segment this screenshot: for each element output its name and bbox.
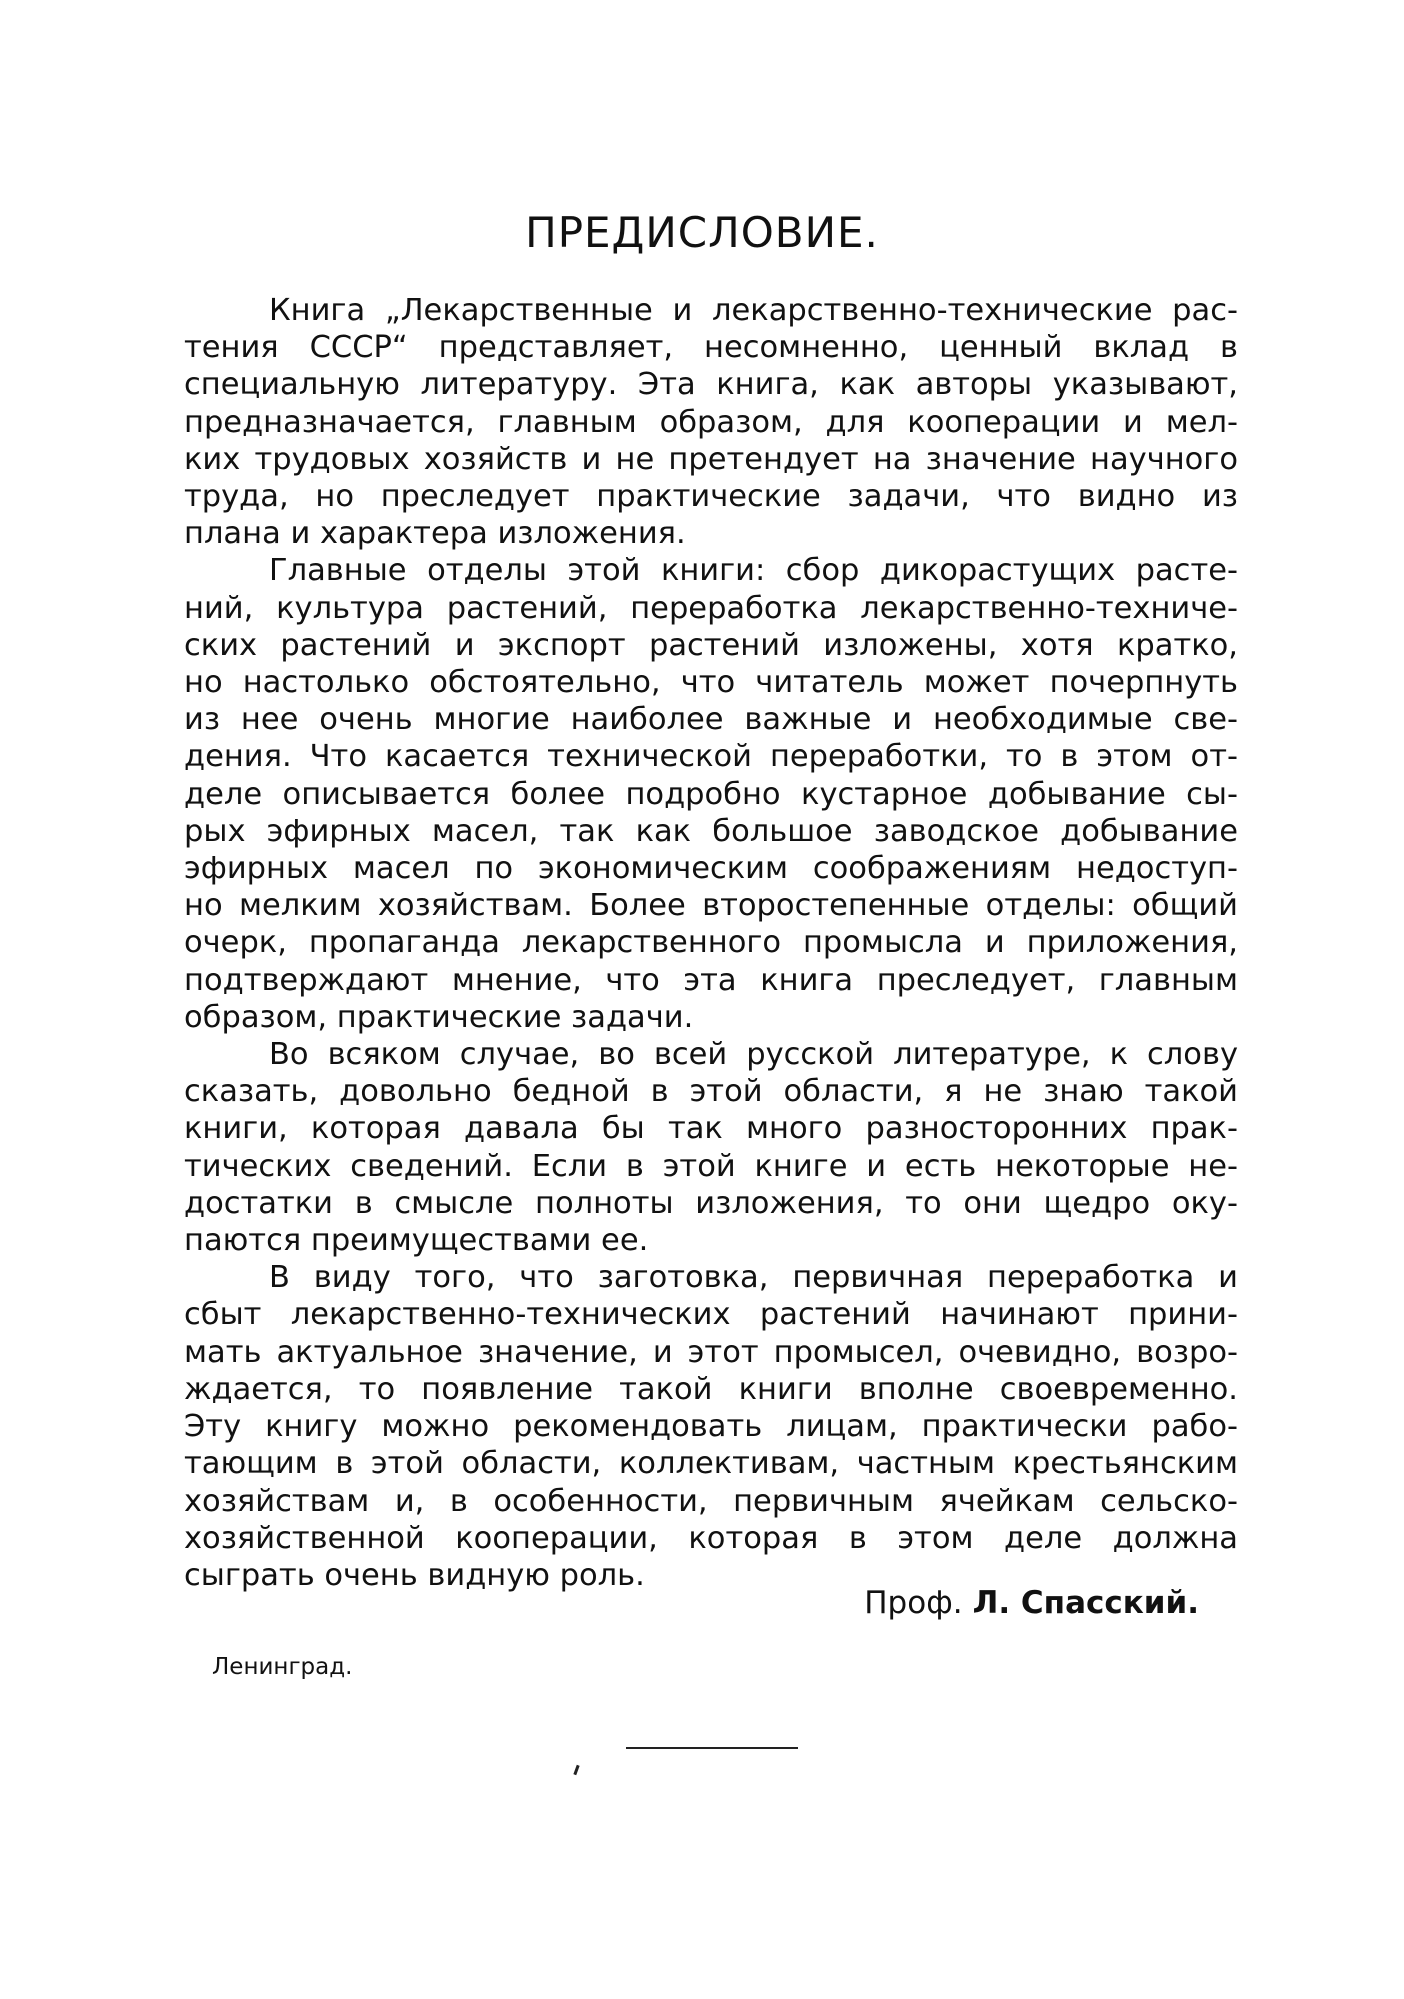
text-line: достатки в смысле полноты изложения, то они щедро оку-	[184, 1185, 1238, 1221]
text-line: плана и характера изложения.	[184, 516, 686, 552]
page-title: ПРЕДИСЛОВИЕ.	[525, 208, 879, 257]
text-line: тающим в этой области, коллективам, частным крестьянским	[184, 1446, 1238, 1482]
text-line: труда, но преследует практические задачи, что видно из	[184, 479, 1238, 515]
text-line: тических сведений. Если в этой книге и есть некоторые не-	[184, 1148, 1238, 1184]
text-line: но мелким хозяйствам. Более второстепенные отделы: общий	[184, 888, 1238, 924]
text-line: книги, которая давала бы так много разносторонних прак-	[184, 1111, 1238, 1147]
text-line: дения. Что касается технической переработки, то в этом от-	[184, 739, 1238, 775]
text-line: паются преимуществами ее.	[184, 1223, 649, 1259]
text-line: рых эфирных масел, так как большое заводское добывание	[184, 813, 1238, 849]
text-line: предназначается, главным образом, для кооперации и мел-	[184, 404, 1238, 440]
paragraph-1	[184, 292, 1238, 552]
text-line: ждается, то появление такой книги вполне своевременно.	[184, 1371, 1238, 1407]
paragraph-2	[184, 552, 1238, 1036]
author-signature	[864, 1585, 1199, 1621]
text-line: из нее очень многие наиболее важные и необходимые све-	[184, 702, 1238, 738]
text-line: сбыт лекарственно-технических растений начинают прини-	[184, 1297, 1238, 1333]
ink-mark	[573, 1765, 579, 1775]
text-line: ний, культура растений, переработка лекарственно-техниче-	[184, 590, 1238, 626]
preface-body	[184, 292, 1238, 1594]
text-line: мать актуальное значение, и этот промысел, очевидно, возро-	[184, 1334, 1238, 1370]
text-line: очерк, пропаганда лекарственного промысла и приложения,	[184, 925, 1238, 961]
text-line: В виду того, что заготовка, первичная переработка и	[269, 1260, 1238, 1296]
paragraph-3	[184, 1036, 1238, 1259]
text-line: ких трудовых хозяйств и не претендует на значение научного	[184, 441, 1238, 477]
text-line: образом, практические задачи.	[184, 999, 694, 1035]
signature-title: Проф.	[864, 1585, 963, 1621]
text-line: но настолько обстоятельно, что читатель может почерпнуть	[184, 665, 1238, 701]
text-line: деле описывается более подробно кустарное добывание сы-	[184, 776, 1238, 812]
paragraph-4	[184, 1259, 1238, 1594]
text-line: Главные отделы этой книги: сбор дикорастущих расте-	[269, 553, 1238, 589]
text-line: сказать, довольно бедной в этой области, я не знаю такой	[184, 1074, 1238, 1110]
text-line: Книга „Лекарственные и лекарственно-технические рас-	[269, 293, 1238, 328]
text-line: специальную литературу. Эта книга, как авторы указывают,	[184, 367, 1238, 403]
text-line: ских растений и экспорт растений изложены, хотя кратко,	[184, 627, 1238, 663]
closing-rule	[626, 1747, 798, 1749]
city-label: Ленинград.	[212, 1654, 353, 1680]
text-line: хозяйствам и, в особенности, первичным ячейкам сельско-	[184, 1483, 1238, 1519]
signature-name: Л. Спасский.	[972, 1585, 1199, 1621]
text-line: тения СССР“ представляет, несомненно, ценный вклад в	[184, 330, 1238, 366]
text-line: сыграть очень видную роль.	[184, 1557, 645, 1593]
text-line: хозяйственной кооперации, которая в этом деле должна	[184, 1520, 1238, 1556]
text-line: Во всяком случае, во всей русской литературе, к слову	[269, 1037, 1238, 1073]
text-line: подтверждают мнение, что эта книга преследует, главным	[184, 962, 1238, 998]
text-line: эфирных масел по экономическим соображениям недоступ-	[184, 851, 1238, 887]
text-line: Эту книгу можно рекомендовать лицам, практически рабо-	[184, 1409, 1238, 1445]
